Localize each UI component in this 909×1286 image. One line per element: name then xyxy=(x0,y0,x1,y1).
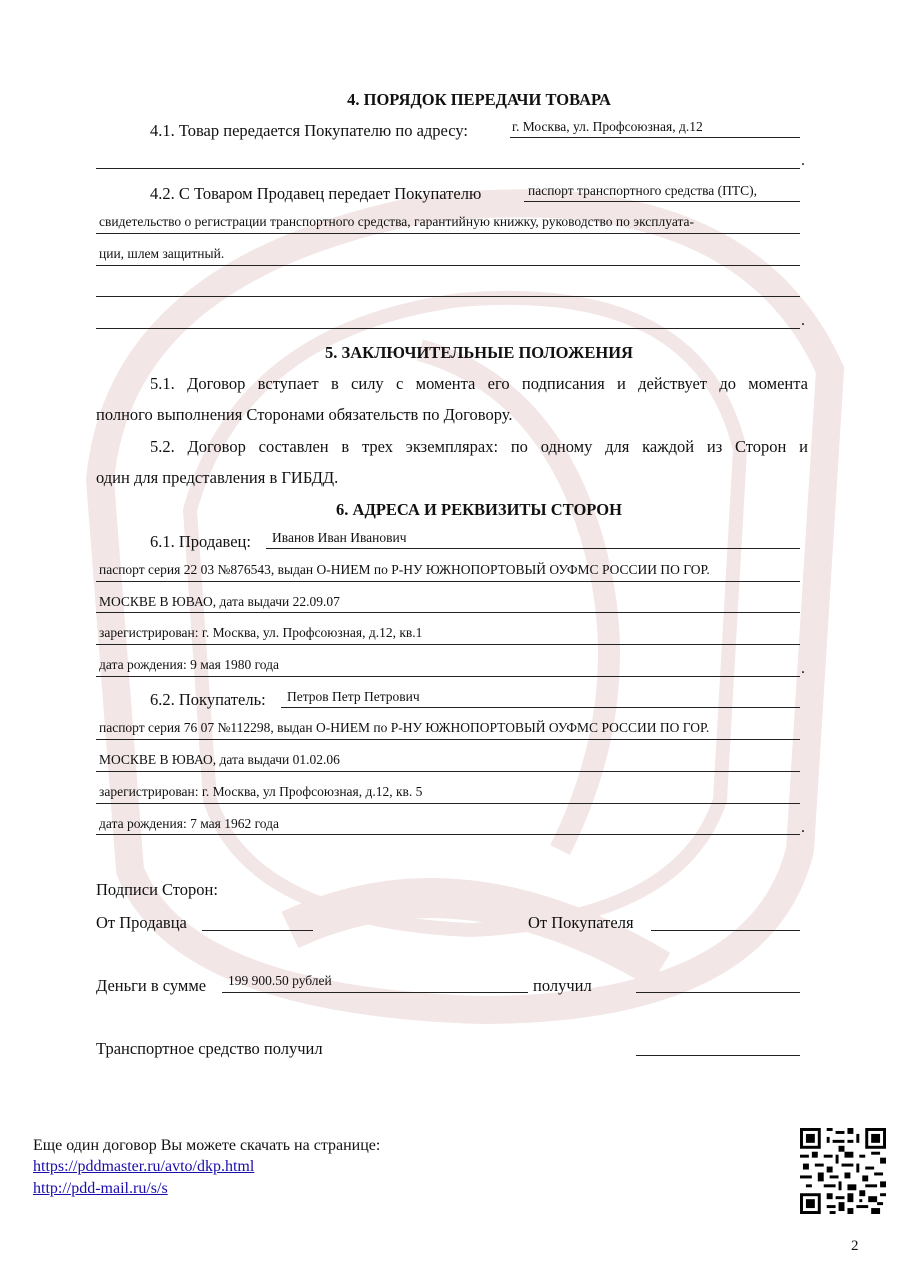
clause-5-2-line-2: один для представления в ГИБДД. xyxy=(96,468,339,487)
footer-link-pddmaster[interactable]: https://pddmaster.ru/avto/dkp.html xyxy=(33,1158,255,1175)
clause-5-1-line-1: 5.1. Договор вступает в силу с момента его подписания и действует до момента xyxy=(150,374,808,393)
clause-4-2-value-2: свидетельство о регистрации транспортного средства, гарантийную книжку, руководство по эксплуата- xyxy=(99,214,695,229)
fill-line xyxy=(96,676,800,677)
footer-link-pdd-mail[interactable]: http://pdd-mail.ru/s/s xyxy=(33,1180,168,1197)
clause-4-2-label: 4.2. С Товаром Продавец передает Покупателю xyxy=(150,184,482,203)
fill-line xyxy=(96,581,800,582)
fill-line xyxy=(96,771,800,772)
buyer-birthdate: дата рождения: 7 мая 1962 года xyxy=(99,816,280,831)
section-6-title: 6. АДРЕСА И РЕКВИЗИТЫ СТОРОН xyxy=(336,500,622,519)
seller-signature-line xyxy=(202,930,313,931)
buyer-name: Петров Петр Петрович xyxy=(287,689,420,704)
signatures-heading: Подписи Сторон: xyxy=(96,880,218,899)
money-signature-line xyxy=(636,992,800,993)
line-end-period: . xyxy=(801,152,805,169)
seller-passport-line-2: МОСКВЕ В ЮВАО, дата выдачи 22.09.07 xyxy=(99,594,340,609)
clause-4-2-value-1: паспорт транспортного средства (ПТС), xyxy=(528,183,758,198)
fill-line xyxy=(222,992,528,993)
line-end-period: . xyxy=(801,660,805,677)
seller-label: 6.1. Продавец: xyxy=(150,532,251,551)
buyer-label: 6.2. Покупатель: xyxy=(150,690,266,709)
fill-line xyxy=(96,803,800,804)
fill-line xyxy=(96,739,800,740)
buyer-registration: зарегистрирован: г. Москва, ул Профсоюзная, д.12, кв. 5 xyxy=(99,784,423,799)
fill-line xyxy=(96,834,800,835)
vehicle-received-label: Транспортное средство получил xyxy=(96,1039,323,1058)
fill-line xyxy=(524,201,800,202)
line-end-period: . xyxy=(801,819,805,836)
clause-4-1-label: 4.1. Товар передается Покупателю по адресу: xyxy=(150,121,469,140)
from-buyer-label: От Покупателя xyxy=(528,913,634,932)
qr-code-icon xyxy=(800,1128,886,1214)
section-4-title: 4. ПОРЯДОК ПЕРЕДАЧИ ТОВАРА xyxy=(347,90,611,109)
seller-name: Иванов Иван Иванович xyxy=(272,530,407,545)
from-seller-label: От Продавца xyxy=(96,913,187,932)
seller-registration: зарегистрирован: г. Москва, ул. Профсоюзная, д.12, кв.1 xyxy=(99,625,423,640)
fill-line xyxy=(96,328,800,329)
footer-note: Еще один договор Вы можете скачать на странице: xyxy=(33,1137,381,1154)
buyer-passport-line-1: паспорт серия 76 07 №112298, выдан О-НИЕМ по Р-НУ ЮЖНОПОРТОВЫЙ ОУФМС РОССИИ ПО ГОР. xyxy=(99,720,710,735)
clause-4-1-value: г. Москва, ул. Профсоюзная, д.12 xyxy=(512,119,703,134)
money-label: Деньги в сумме xyxy=(96,976,207,995)
fill-line xyxy=(96,296,800,297)
fill-line xyxy=(510,137,800,138)
fill-line xyxy=(96,168,800,169)
fill-line xyxy=(96,644,800,645)
clause-4-2-value-3: ции, шлем защитный. xyxy=(99,246,225,261)
buyer-passport-line-2: МОСКВЕ В ЮВАО, дата выдачи 01.02.06 xyxy=(99,752,340,767)
clause-5-1-line-2: полного выполнения Сторонами обязательств по Договору. xyxy=(96,405,513,424)
fill-line xyxy=(96,265,800,266)
fill-line xyxy=(96,233,800,234)
clause-5-2-line-1: 5.2. Договор составлен в трех экземплярах: по одному для каждой из Сторон и xyxy=(150,437,808,456)
money-value: 199 900.50 рублей xyxy=(228,973,332,988)
money-received-label: получил xyxy=(533,976,592,995)
fill-line xyxy=(266,548,800,549)
section-5-title: 5. ЗАКЛЮЧИТЕЛЬНЫЕ ПОЛОЖЕНИЯ xyxy=(325,343,633,362)
line-end-period: . xyxy=(801,312,805,329)
vehicle-signature-line xyxy=(636,1055,800,1056)
page-number: 2 xyxy=(851,1238,859,1254)
seller-birthdate: дата рождения: 9 мая 1980 года xyxy=(99,657,280,672)
fill-line xyxy=(281,707,800,708)
buyer-signature-line xyxy=(651,930,800,931)
fill-line xyxy=(96,612,800,613)
seller-passport-line-1: паспорт серия 22 03 №876543, выдан О-НИЕМ по Р-НУ ЮЖНОПОРТОВЫЙ ОУФМС РОССИИ ПО ГОР. xyxy=(99,562,710,577)
